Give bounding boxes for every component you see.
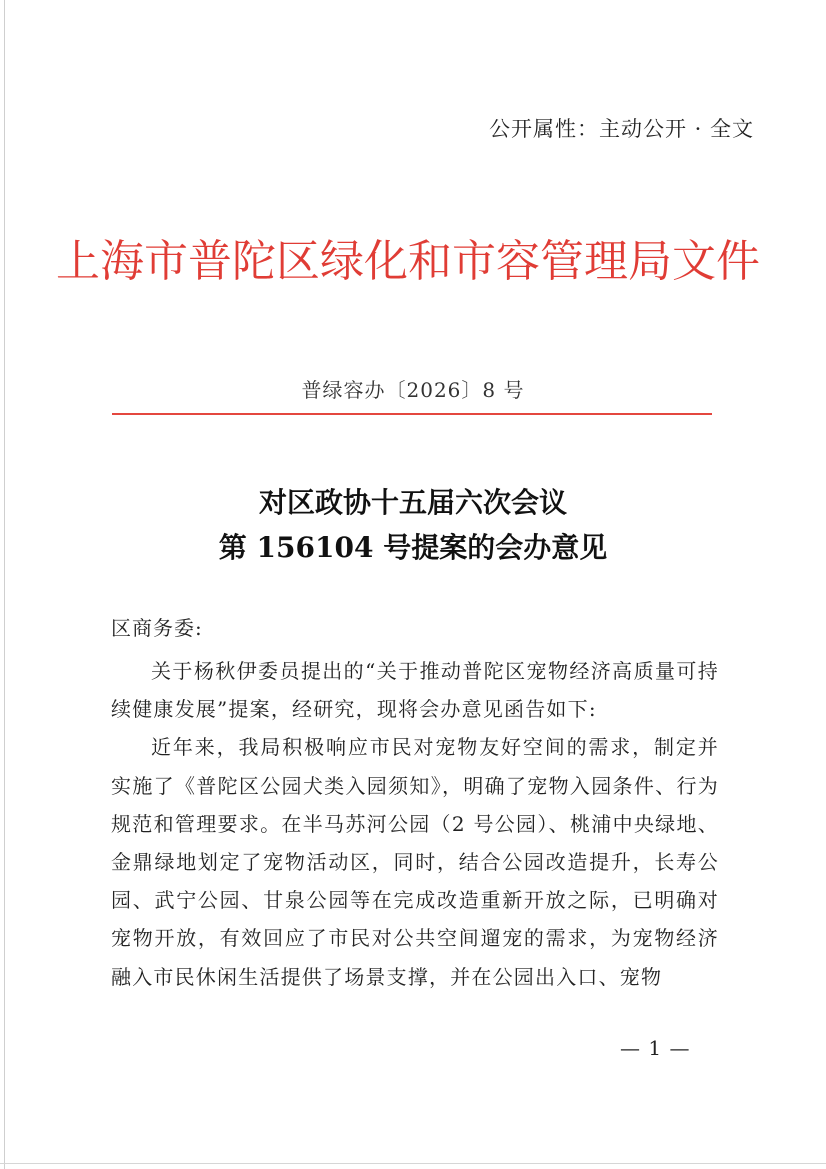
page-number: — 1 —	[620, 1036, 691, 1060]
issuing-organization-title: 上海市普陀区绿化和市容管理局文件	[56, 236, 760, 287]
body-paragraph-1: 关于杨秋伊委员提出的“关于推动普陀区宠物经济高质量可持续健康发展”提案，经研究，现将会办意见函告如下:	[111, 659, 719, 722]
document-number: 普绿容办〔2026〕8 号	[301, 378, 525, 402]
document-title-line-1: 对区政协十五届六次会议	[258, 486, 567, 519]
scan-edge-left	[4, 0, 5, 1169]
body-text	[111, 652, 719, 996]
document-title-line-2: 第 156104 号提案的会办意见	[218, 531, 608, 564]
salutation: 区商务委:	[111, 616, 203, 640]
body-paragraph-2: 近年来，我局积极响应市民对宠物友好空间的需求，制定并实施了《普陀区公园犬类入园须知》，明确了宠物入园条件、行为规范和管理要求。在半马苏河公园（2 号公园）、桃浦中央绿地、金鼎绿地划定了宠物活动区，同时，结合公园改造提升，长寿公园、武宁公园、甘泉公园等在完成改造重新开放之际，已明确对宠物开放，有效回应了市民对公共空间遛宠的需求，为宠物经济融入市民休闲生活提供了场景支撑，并在公园出入口、宠物	[111, 735, 719, 989]
document-title	[0, 480, 826, 570]
red-separator-line	[112, 413, 712, 415]
scan-edge-bottom	[0, 1163, 826, 1164]
disclosure-attribute: 公开属性：主动公开 · 全文	[488, 117, 754, 141]
